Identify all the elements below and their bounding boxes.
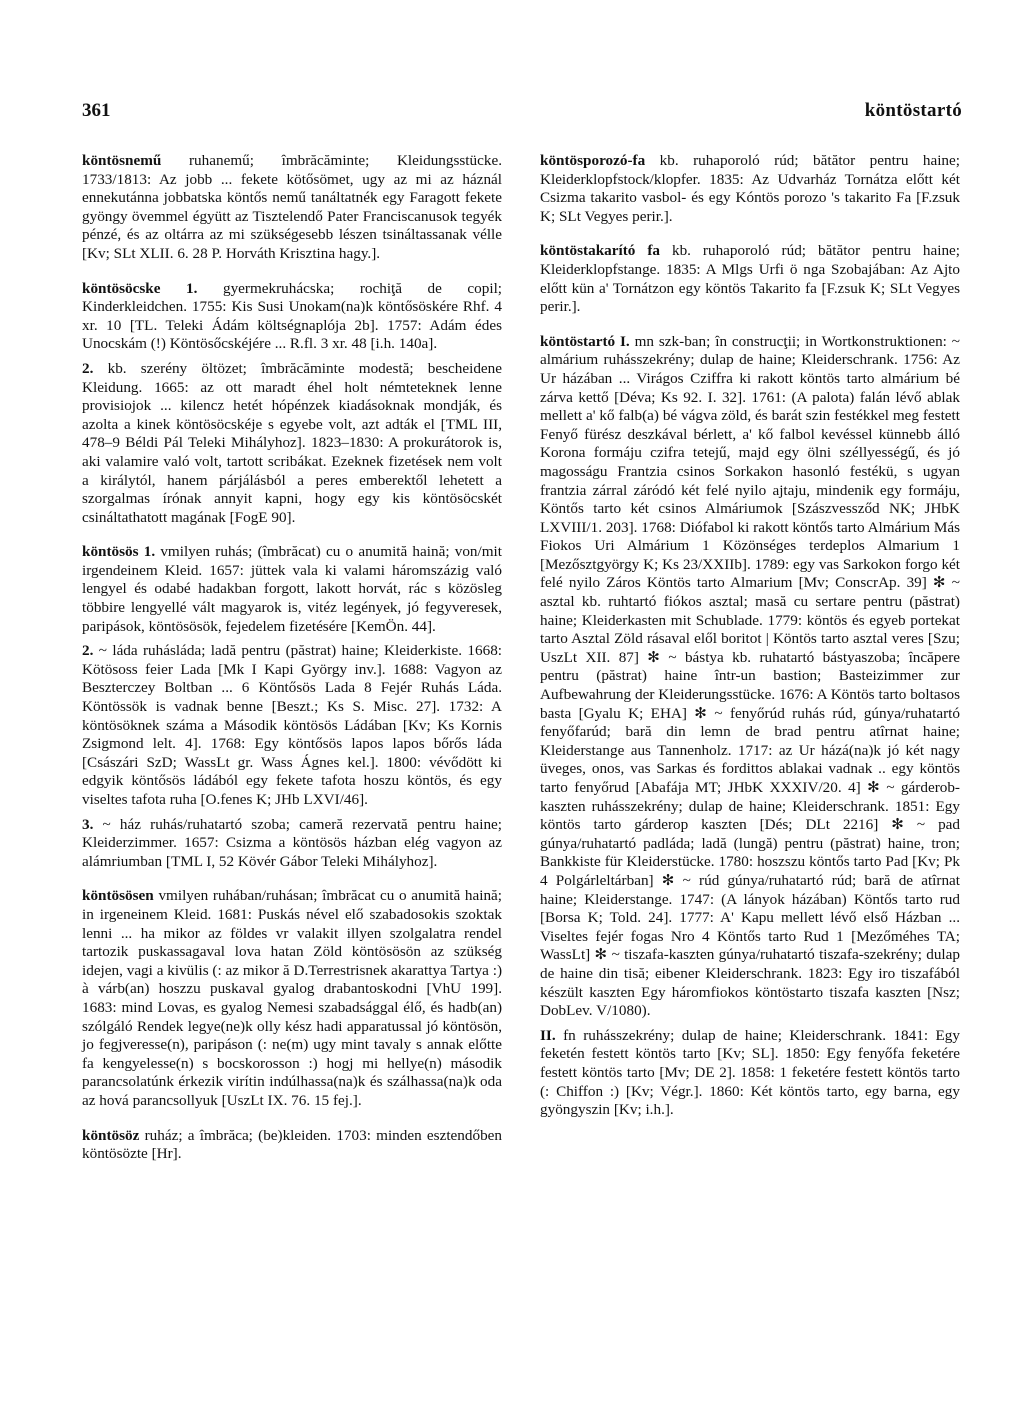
left-column (82, 152, 502, 1180)
entry-text: mn szk-ban; în construcţii; in Wortkonstruktionen: ~ almárium ruhásszekrény; dulap de haine; Kleiderschrank. 1756: Az Ur házában ... Virágos Cziffra ki rakott köntös tarto almárium bé zárva kettő [Déva; Ks 92. I. 32]. 1761: (A palota) falán lévő ablak mellett a' kő falb(a) bé vágva zöld, és barát szin festékkel meg festett Fenyő fürész deszkával bérlett, a' kő falbol kevéssel künnebb álló Korona formáju czifra tetejű, majd egy ölni széllyességű, és jó magosságu Frantzia csinos Sorkakon hasonló festékü, s ugyan frantzia zárral záródó két felé nyilo ajtaju, mindenik egy formáju, Köntős tarto két csinos Almáriumok [Szászvessződ NK; JHbK LXVIII/1. 203]. 1768: Diófabol ki rakott köntős tarto Almárium Más Fiokos Uri Almárium 1 Közönséges terdeplos Almarium 1 [Mezősztgyörgy K; Ks 23/XXIIb]. 1789: egy vas Sarkokon forgo két felé nyilo Záros Köntös tarto Almarium [Mv; ConscrAp. 39] ✻ ~ asztal kb. ruhtartó fiókos asztal; masă cu sertare pentru (păstrat) haine; Kleiderkasten mit Schublade. 1779: köntös és egyeb portekat tarto Asztal Zöld rásaval elől boritot | Köntös tarto asztal veres [Szu; UszLt XII. 87] ✻ ~ bástya kb. ruhatartó bástyaszoba; încăpere pentru (păstrat) haine într-un bastion; Basteizimmer zur Aufbewahrung der Kleiderungsstücke. 1676: A Köntös tarto boltasos basta [Gyalu K; EHA] ✻ ~ fenyőrúd ruhás rúd, gúnya/ruhatartó fenyőfarúd; bară din lemn de brad pentru atîrnat haine; Kleiderstange aus Tannenholz. 1717: az Ur házá(na)k jó két nagy üveges, onos, vas Sarkas és fordittos ablakai vadnak .. egy köntös tarto fenyőrud [Abafája MT; JHbK XXXIV/20. 4] ✻ ~ gárderob-kaszten ruhásszekrény; dulap de haine; Kleiderschrank. 1851: Egy köntös tarto gárderop kaszten [Dés; DLt 2216] ✻ ~ pad gúnya/ruhatartó padláda; ladă (lungă) pentru (păstrat) haine, tron; Bankkiste für Kleiderstücke. 1780: hoszszu köntős tarto Pad [Kv; Pk 4 Polgárleltárban] ✻ ~ rúd gúnya/ruhatartó rúd; bară de atîrnat haine; Kleiderstange. 1747: (A lányok házában) Köntős tarto rud [Borsa K; Told. 24]. 1777: A' Kapu mellett lévő első Házban ... Viseltes fejér fogas Nro 4 Köntős tarto Rud 1 [Mezőméhes TA; WassLt] ✻ ~ tiszafa-kaszten gúnya/ruhatartó tiszafa-szekrény; dulap de haine din tisă; eibener Kleiderschrank. 1823: Egy iro tiszafából készült kaszten Egy háromfiokos köntöstarto tiszafa kaszten [Nsz; DobLev. V/1080). (540, 332, 960, 1020)
dictionary-subsense (82, 360, 502, 527)
dictionary-entry (540, 333, 960, 1021)
dictionary-entry (540, 242, 960, 316)
sense-number: 2. (82, 359, 94, 377)
entry-text: kb. ruhaporoló rúd; bătător pentru haine; Kleiderklopfstange. 1835: A Mlgs Urfi ö nga Szobajában: Az Ajto előtt kün a' Tornátzon egy köntös Takarito fa [F.zsuk K; SLt Vegyes perir.]. (540, 242, 960, 316)
dictionary-subsense (540, 1027, 960, 1120)
entry-text: vmilyen ruhában/ruhásan; îmbrăcat cu o anumită haină; in irgeneinem Kleid. 1681: Puskás nével elő szabadosokis szoktak lenni ... ha mikor az földes vr valakit illyen szolgalatra rendel tartozik puskassagaval lova hatan Zöld köntösösön az szükség idejen, vagi a kivülis (: az mikor ă D.Terrestrisnek akarattya Tartya :) à várb(an) hoszzu puskaval gyalog drabantoskodni [VhU 199]. 1683: mind Lovas, es gyalog Nemesi szabadsággal élő, és hadb(an) szólgáló Rendek legye(ne)k olly kész hadi apparatussal jó köntösön, jo fegjveresse(n), paripáson (: ne(m) ugy mint tavaly s annak előtte fa kengyelesse(n) s bocskorosson :) hogj mi hellye(n) második parancsolatúnk érkezik virítin indúlhassa(na)k és szálhassa(na)k oda az hová parancsollyuk [UszLt IX. 76. 15 fej.]. (82, 887, 502, 1109)
dictionary-subsense (82, 816, 502, 872)
headword: köntösös (82, 543, 139, 561)
sense-number: 3. (82, 815, 94, 833)
headword: köntöstartó (540, 332, 616, 350)
entry-text: ruhanemű; îmbrăcăminte; Kleidungsstücke. 1733/1813: Az jobb ... fekete kötősömet, ugy az mi az háznál ennekutánna jobbatska köntős nemű tanáltatnék egy Faragott fekete gyöngy övemmel égyütt az Tisztelendő Pater Franciscanusok tegyék pénzé, és az oltárra az mi szükségesebb lészen tsináltassanak vélle [Kv; SLt XLII. 6. 28 P. Horváth Krisztina hagy.]. (82, 152, 502, 262)
page-header (82, 100, 962, 130)
entry-text: gyermekruhácska; rochiţă de copil; Kinderkleidchen. 1755: Kis Susi Unokam(na)k köntősöskére Rhf. 4 xr. 10 [TL. Teleki Ádám költségnaplója 2b]. 1757: Adám édes Unocskám (!) Köntösőcskéjére ... R.fl. 3 xr. 48 [i.h. 140a]. (82, 279, 503, 353)
page-number: 361 (82, 100, 111, 121)
sense-number: 1. (186, 279, 198, 297)
dictionary-subsense (82, 642, 502, 809)
headword: köntösporozó-fa (540, 152, 646, 169)
dictionary-entry (82, 152, 502, 264)
sense-number: I. (619, 332, 630, 350)
dictionary-entry (82, 543, 502, 636)
entry-text: ~ ház ruhás/ruhatartó szoba; cameră rezervată pentru haine; Kleiderzimmer. 1657: Csizma a köntösös házban elég vagyon az alámriumban [TML I, 52 Kövér Gábor Teleki Mihályhoz]. (82, 815, 503, 870)
sense-number: 1. (143, 543, 156, 561)
headword: köntöstakarító fa (540, 242, 660, 260)
dictionary-entry (82, 280, 502, 354)
headword: köntösöz (82, 1126, 140, 1144)
headword: köntösnemű (82, 152, 162, 169)
headword: köntösöcske (82, 279, 161, 297)
entry-text: vmilyen ruhás; (îmbrăcat) cu o anumită haină; von/mit irgendeinem Kleid. 1657: jüttek vala ki valami háromszázig való lengyel és odabé hadakban forgott, lakott horvát, rác s közösleg többire lengyellé vált magyarok is, vitéz legények, jó fegyveresek, paripások, köntösösök, fejedelem fizetésére [KemÖn. 44]. (82, 543, 502, 635)
sense-number: 2. (82, 642, 94, 660)
dictionary-entry (82, 1127, 502, 1164)
entry-text: kb. ruhaporoló rúd; bătător pentru haine; Kleiderklopfstock/klopfer. 1835: Az Udvarház Tornátza előtt két Csizma takarito vasbol- és egy Kóntös porozo 's takarito Fa [F.zsuk K; SLt Vegyes perir.]. (540, 152, 960, 225)
sense-number: II. (540, 1026, 556, 1044)
entry-text: fn ruhásszekrény; dulap de haine; Kleiderschrank. 1841: Egy feketén festett köntös tarto [Kv; SL]. 1850: Egy fenyőfa feketére festett köntös tarto [Mv; DE 2]. 1858: 1 feketére festett köntös tarto (: Chiffon :) [Kv; Végr.]. 1860: Két köntös tarto, egy barna, egy gyöngyszin [Kv; i.h.]. (540, 1026, 960, 1119)
right-column (540, 152, 960, 1136)
headword: köntösösen (82, 887, 154, 905)
dictionary-entry (540, 152, 960, 226)
entry-text: ruház; a îmbrăca; (be)kleiden. 1703: minden esztendőben köntösözte [Hr]. (82, 1126, 502, 1163)
entry-text: kb. szerény öltözet; îmbrăcăminte modestă; bescheidene Kleidung. 1665: az ott maradt éhel holt némteteknek lenne provisiojok ... kilencz hetét hópénzek kiadásoknak mondják, és azolta a kinek köntösöcskéje s egyebe volt, azt adták el [TML III, 478–9 Béldi Pál Teleki Mihályhoz]. 1823–1830: A prokurátorok is, aki valamire való volt, tartott scribákat. Ezeknek fizetések nem volt a királytól, hanem párjálásból a peres emberektől lehetett a szorgalmas írónak annyit kapni, hogy egy kis köntösöcskét csináltathatott magának [FogE 90]. (82, 359, 503, 526)
dictionary-entry (82, 887, 502, 1110)
entry-text: ~ láda ruhásláda; ladă pentru (păstrat) haine; Kleiderkiste. 1668: Kötösoss feier Lada [Mk I Kapi György inv.]. 1688: Vagyon az Beszterczey Boltban ... 6 Köntősös Lada 8 Fejér Ruhás Láda. Köntössök is vadnak benne [Beszt.; Ks S. Misc. 27]. 1732: A köntösöknek száma a Második köntösös Ládában [Kv; Ks Kornis Zsigmond lelt. 4]. 1768: Egy köntősös lapos lapos bőrős láda [Császári SzD; WassLt gr. Wass Ágnes kel.]. 1800: vévődött ki edgyik köntősös ládából egy fekete tafota hoszu köntös, és egy viseltes tafota ruha [O.fenes K; JHb LXVI/46]. (82, 642, 503, 808)
running-head: köntöstartó (864, 100, 962, 121)
